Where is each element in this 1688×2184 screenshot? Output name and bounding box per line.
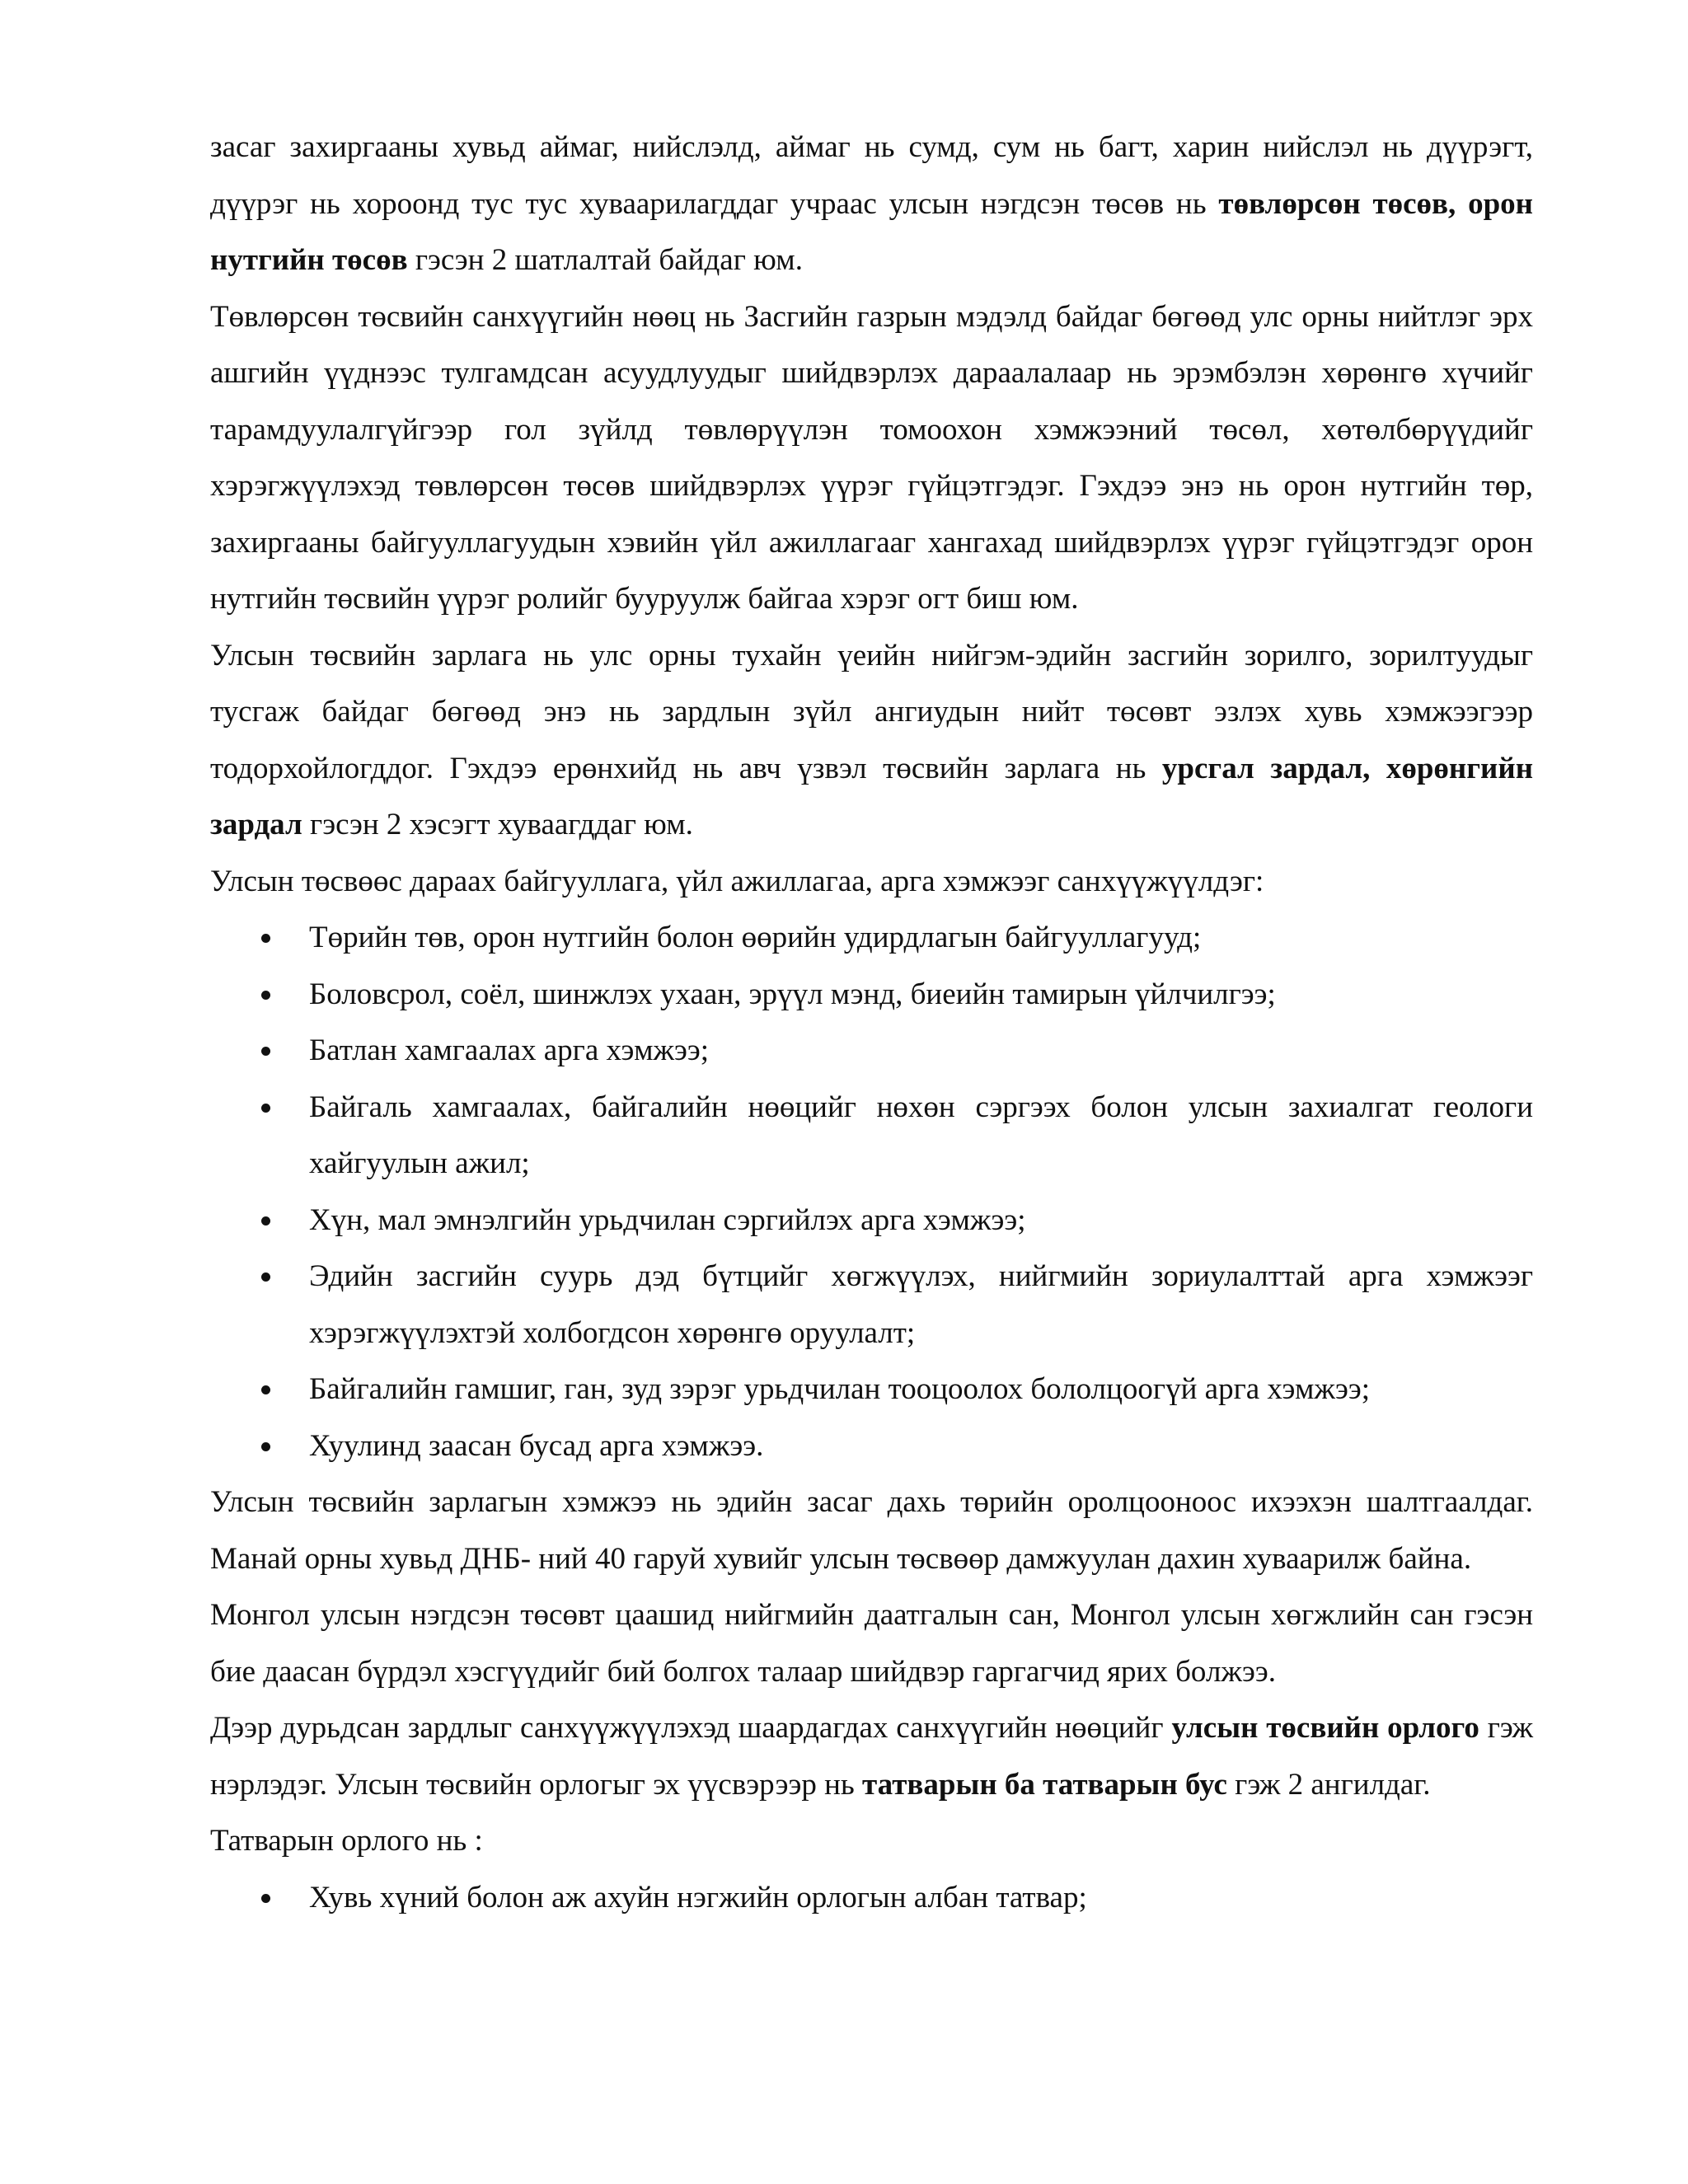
paragraph-group-2	[210, 1474, 1533, 1870]
expenditure-list	[210, 910, 1533, 1474]
paragraph	[210, 628, 1533, 854]
text-run: гэсэн 2 хэсэгт хуваагддаг юм.	[302, 808, 693, 841]
list-item-text: Төрийн төв, орон нутгийн болон өөрийн удирдлагын байгууллагууд;	[309, 921, 1202, 954]
text-run: гэж нэрлэдэг. Улсын төсвийн орлогыг эх үүсвэрээр нь	[210, 1711, 1534, 1802]
document-page	[210, 120, 1533, 1926]
list-item	[210, 967, 1533, 1024]
text-run: Татварын орлого нь :	[210, 1824, 483, 1858]
paragraph	[210, 1813, 1533, 1870]
list-item	[210, 1418, 1533, 1475]
bold-term: улсын төсвийн орлого	[1171, 1711, 1479, 1745]
bullet-icon	[261, 1894, 270, 1903]
list-item	[210, 910, 1533, 967]
text-run: Дээр дурьдсан зардлыг санхүүжүүлэхэд шаардагдах санхүүгийн нөөцийг	[210, 1711, 1172, 1745]
paragraph	[210, 1474, 1533, 1587]
bullet-icon	[261, 934, 270, 943]
paragraph	[210, 1587, 1533, 1700]
paragraph	[210, 289, 1533, 628]
paragraph	[210, 854, 1533, 911]
text-run: засаг захиргааны хувьд аймаг, нийслэлд, аймаг нь сумд, сум нь багт, харин нийслэл нь дүүрэгт, дүүрэг нь хороонд тус тус хуваарилагддаг учраас улсын нэгдсэн төсөв нь	[210, 130, 1533, 221]
list-item	[210, 1193, 1533, 1249]
list-item-text: Байгалийн гамшиг, ган, зуд зэрэг урьдчилан тооцоолох бололцоогүй арга хэмжээ;	[309, 1372, 1371, 1406]
bold-term: урсгал зардал, хөрөнгийн зардал	[210, 751, 1534, 841]
list-item	[210, 1361, 1533, 1418]
tax-revenue-list	[210, 1870, 1533, 1927]
list-item-text: Боловсрол, соёл, шинжлэх ухаан, эрүүл мэнд, биеийн тамирын үйлчилгээ;	[309, 977, 1276, 1011]
bullet-icon	[261, 1047, 270, 1056]
bold-term: төвлөрсөн төсөв, орон нутгийн төсөв	[210, 186, 1533, 277]
text-run: Улсын төсвийн зарлага нь улс орны тухайн үеийн нийгэм-эдийн засгийн зорилго, зорилтуудыг тусгаж байдаг бөгөөд энэ нь зардлын зүйл ангиудын нийт төсөвт эзлэх хувь хэмжээгээр тодорхойлогддог. Гэхдээ ерөнхийд нь авч үзвэл төсвийн зарлага нь	[210, 638, 1533, 785]
text-run: Улсын төсвөөс дараах байгууллага, үйл ажиллагаа, арга хэмжээг санхүүжүүлдэг:	[210, 864, 1264, 898]
text-run: Улсын төсвийн зарлагын хэмжээ нь эдийн засаг дахь төрийн оролцооноос ихээхэн шалтгаалдаг. Манай орны хувьд ДНБ- ний 40 гаруй хувийг улсын төсвөөр дамжуулан дахин хуваарилж байна.	[210, 1485, 1533, 1576]
list-item-text: Хуулинд заасан бусад арга хэмжээ.	[309, 1428, 764, 1463]
bullet-icon	[261, 1216, 270, 1226]
text-run: гэсэн 2 шатлалтай байдаг юм.	[407, 243, 803, 277]
bold-term: татварын ба татварын бус	[862, 1767, 1227, 1802]
bullet-icon	[261, 1272, 270, 1282]
paragraph	[210, 1700, 1533, 1813]
bullet-icon	[261, 1104, 270, 1113]
text-run: гэж 2 ангилдаг.	[1226, 1767, 1431, 1802]
list-item-text: Батлан хамгаалах арга хэмжээ;	[309, 1033, 710, 1067]
text-run: Төвлөрсөн төсвийн санхүүгийн нөөц нь Засгийн газрын мэдэлд байдаг бөгөөд улс орны нийтлэг эрх ашгийн үүднээс тулгамдсан асуудлуудыг шийдвэрлэх дараалалаар нь эрэмбэлэн хөрөнгө хүчийг тарамдуулалгүйгээр гол зүйлд төвлөрүүлэн томоохон хэмжээний төсөл, хөтөлбөрүүдийг хэрэгжүүлэхэд төвлөрсөн төсөв шийдвэрлэх үүрэг гүйцэтгэдэг. Гэхдээ энэ нь орон нутгийн төр, захиргааны байгууллагуудын хэвийн үйл ажиллагааг хангахад шийдвэрлэх үүрэг гүйцэтгэдэг орон нутгийн төсвийн үүрэг ролийг бууруулж байгаа хэрэг огт биш юм.	[210, 299, 1533, 616]
paragraph	[210, 120, 1533, 289]
list-item	[210, 1870, 1533, 1927]
bullet-icon	[261, 1385, 270, 1394]
list-item	[210, 1080, 1533, 1193]
paragraph-group-1	[210, 120, 1533, 910]
list-item-text: Хүн, мал эмнэлгийн урьдчилан сэргийлэх арга хэмжээ;	[309, 1202, 1026, 1237]
list-item-text: Хувь хүний болон аж ахуйн нэгжийн орлогын албан татвар;	[309, 1880, 1087, 1915]
list-item	[210, 1023, 1533, 1080]
bullet-icon	[261, 991, 270, 1000]
list-item	[210, 1249, 1533, 1361]
text-run: Монгол улсын нэгдсэн төсөвт цаашид нийгмийн даатгалын сан, Монгол улсын хөгжлийн сан гэсэн бие даасан бүрдэл хэсгүүдийг бий болгох талаар шийдвэр гаргагчид ярих болжээ.	[210, 1598, 1533, 1689]
list-item-text: Байгаль хамгаалах, байгалийн нөөцийг нөхөн сэргээх болон улсын захиалгат геологи хайгуулын ажил;	[309, 1090, 1533, 1180]
bullet-icon	[261, 1442, 270, 1451]
list-item-text: Эдийн засгийн суурь дэд бүтцийг хөгжүүлэх, нийгмийн зориулалттай арга хэмжээг хэрэгжүүлэхтэй холбогдсон хөрөнгө оруулалт;	[309, 1259, 1533, 1350]
